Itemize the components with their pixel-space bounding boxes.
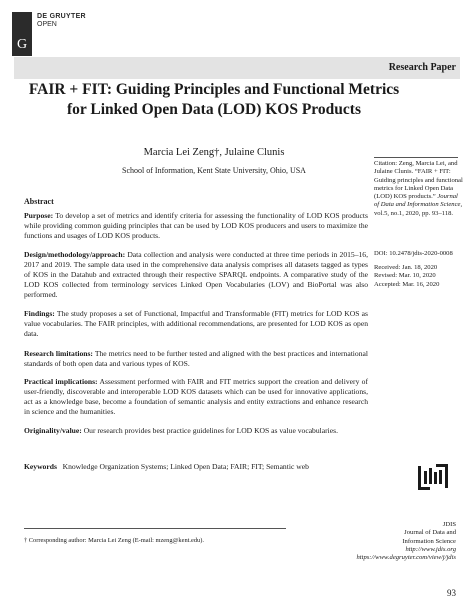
publisher-name [37,13,86,29]
originality-label: Originality/value: [24,426,82,435]
paper-title: FAIR + FIT: Guiding Principles and Functional Metrics for Linked Open Data (LOD) KOS Products [28,81,400,118]
citation-journal: Journal of Data and Information Science [374,193,461,209]
dates [374,264,464,289]
abstract-implications [24,377,368,417]
limitations-text: The metrics need to be further tested and aligned with the best practices and international standards of both open data and various types of KOS. [24,349,368,369]
date-received: Received: Jan. 18, 2020 [374,264,438,271]
findings-label: Findings: [24,309,55,318]
journal-abbr: JDIS [442,521,456,528]
publisher-logo-glyph: G [16,37,28,52]
purpose-label: Purpose: [24,211,54,220]
keywords [24,462,360,472]
date-revised: Revised: Mar. 10, 2020 [374,272,436,280]
implications-text: Assessment performed with FAIR and FIT metrics support the creation and delivery of user-friendly, discoverable and interoperable LOD KOS datasets which can be used for innovative applications, act as a knowledge base, become a foundation of semantic analysis and entity extractions and enhance research in science and the humanities. [24,377,368,417]
findings-text: The study proposes a set of Functional, Impactful and Transformable (FIT) metrics for LOD KOS as value vocabularies. The FAIR principles, with additional recommendations, are presented for LOD KOS as open data. [24,309,368,339]
journal-name-line1: Journal of Data and [404,529,456,537]
article-type-label: Research Paper [388,62,456,73]
publisher-name-line2: OPEN [37,21,57,28]
keywords-text: Knowledge Organization Systems; Linked Open Data; FAIR; FIT; Semantic web [62,462,309,471]
citation-prefix: Citation: Zeng, Marcia Lei, and Julaine Clunis. “FAIR + FIT: Guiding principles and functional metrics for Linked Open Data (LOD) KOS products.” [374,160,463,201]
abstract-purpose [24,211,368,241]
footnote: † Corresponding author: Marcia Lei Zeng (E-mail: mzeng@kent.edu). [24,537,204,544]
page-number: 93 [447,588,456,598]
keywords-label: Keywords [24,462,57,471]
publisher-logo [12,12,32,56]
side-divider [374,157,458,158]
abstract-originality [24,426,368,436]
jdis-logo-icon [417,462,449,492]
date-accepted: Accepted: Mar. 16, 2020 [374,280,440,288]
journal-name-line2: Information Science [402,537,456,545]
journal-url-1[interactable]: http://www.jdis.org [405,545,456,553]
purpose-text: To develop a set of metrics and identify criteria for assessing the functionality of LOD KOS products while providing common guiding principles that can be used by LOD KOS producers and users to maximize the functions and usages of LOD KOS products. [24,211,368,241]
doi: DOI: 10.2478/jdis-2020-0008 [374,250,453,257]
journal-url-2[interactable]: https://www.degruyter.com/view/j/jdis [356,554,456,562]
design-label: Design/methodology/approach: [24,250,126,259]
abstract-design [24,250,368,300]
citation [374,160,464,218]
journal-info [356,521,456,562]
affiliation: School of Information, Kent State University, Ohio, USA [122,166,306,175]
authors: Marcia Lei Zeng†, Julaine Clunis [143,147,285,158]
abstract-limitations [24,349,368,369]
citation-suffix: , vol.5, no.1, 2020, pp. 93–118. [374,201,463,217]
limitations-label: Research limitations: [24,349,93,358]
footnote-divider [24,528,286,529]
abstract-heading: Abstract [24,197,54,206]
originality-text: Our research provides best practice guidelines for LOD KOS as value vocabularies. [81,426,338,435]
design-text: Data collection and analysis were conducted at three time periods in 2015–16, 2017 and 2019. The sample data used in the comprehensive data analysis comprises all datasets tagged as types of KOS in the Datahub and extracted through their respective SPARQL endpoints. A comparative study of the LOD KOS collected from terminology services Linked Open Vocabularies (LOV) and BioPortal was also performed. [24,250,368,300]
publisher-name-line1: DE GRUYTER [37,13,86,20]
abstract-findings [24,309,368,339]
implications-label: Practical implications: [24,377,98,386]
